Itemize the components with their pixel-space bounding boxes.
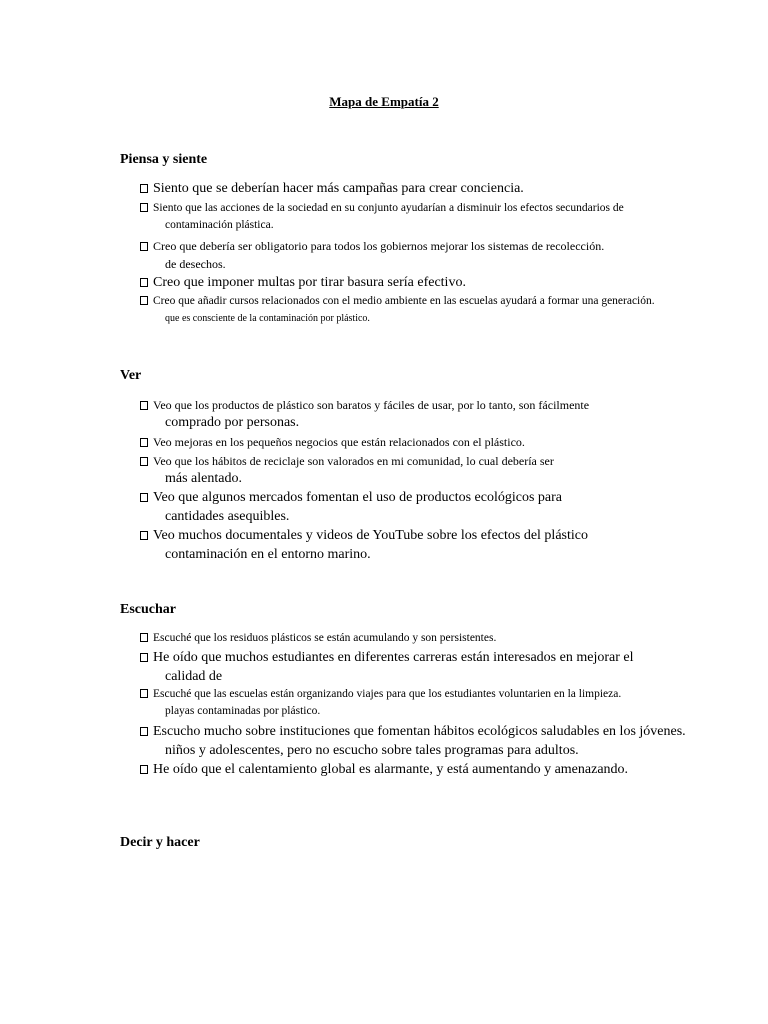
item-text-continued: de desechos.	[165, 257, 226, 271]
checkbox-icon	[140, 633, 148, 642]
list-item	[140, 396, 700, 432]
checkbox-icon	[140, 531, 148, 540]
item-text: Veo que los hábitos de reciclaje son valorados en mi comunidad, lo cual debería ser	[153, 454, 554, 468]
item-text: Veo muchos documentales y videos de YouTube sobre los efectos del plástico	[153, 528, 588, 543]
checkbox-icon	[140, 765, 148, 774]
item-text-continued: niños y adolescentes, pero no escucho sobre tales programas para adultos.	[165, 743, 579, 758]
item-text: Siento que se deberían hacer más campañas para crear conciencia.	[153, 181, 524, 196]
item-text: Veo que los productos de plástico son baratos y fáciles de usar, por lo tanto, son fácilmente	[153, 398, 590, 412]
item-text: He oído que muchos estudiantes en diferentes carreras están interesados en mejorar el	[153, 650, 634, 665]
item-text: Creo que añadir cursos relacionados con el medio ambiente en las escuelas ayudará a formar una generación.	[153, 295, 655, 307]
section-heading-piensa-y-siente: Piensa y siente	[120, 152, 208, 167]
list-item	[140, 760, 700, 779]
item-text: Escucho mucho sobre instituciones que fomentan hábitos ecológicos saludables en los jóvenes.	[153, 724, 686, 739]
checkbox-icon	[140, 727, 148, 736]
list-item	[140, 526, 700, 564]
list-item	[140, 648, 700, 686]
item-text: Siento que las acciones de la sociedad en su conjunto ayudarían a disminuir los efectos secundarios de	[153, 202, 624, 214]
list-item	[140, 200, 700, 234]
item-text: Creo que imponer multas por tirar basura sería efectivo.	[153, 275, 466, 290]
item-text: Veo que algunos mercados fomentan el uso de productos ecológicos para	[153, 490, 562, 505]
checkbox-icon	[140, 278, 148, 287]
list-item	[140, 433, 700, 451]
item-text-continued: que es consciente de la contaminación por plástico.	[165, 313, 370, 324]
item-text-continued: calidad de	[165, 669, 223, 684]
document-title: Mapa de Empatía 2	[329, 94, 439, 109]
item-text-continued: cantidades asequibles.	[165, 509, 290, 524]
item-text: Creo que debería ser obligatorio para todos los gobiernos mejorar los sistemas de recolección.	[153, 239, 605, 253]
list-item	[140, 452, 700, 488]
item-text-continued: playas contaminadas por plástico.	[165, 705, 321, 717]
checkbox-icon	[140, 457, 148, 466]
list-item	[140, 293, 700, 327]
list-item	[140, 273, 700, 292]
list-item	[140, 179, 700, 198]
checkbox-icon	[140, 401, 148, 410]
checkbox-icon	[140, 689, 148, 698]
item-text: Escuché que las escuelas están organizando viajes para que los estudiantes voluntarien en la limpieza.	[153, 688, 622, 700]
checkbox-icon	[140, 296, 148, 305]
list-item	[140, 722, 700, 760]
checkbox-icon	[140, 184, 148, 193]
section-heading-ver: Ver	[120, 368, 142, 383]
item-text: He oído que el calentamiento global es alarmante, y está aumentando y amenazando.	[153, 762, 629, 777]
item-text: Escuché que los residuos plásticos se están acumulando y son persistentes.	[153, 632, 497, 644]
checkbox-icon	[140, 438, 148, 447]
checkbox-icon	[140, 203, 148, 212]
item-text-continued: contaminación en el entorno marino.	[165, 547, 371, 562]
section-heading-decir-y-hacer: Decir y hacer	[120, 835, 200, 850]
list-item	[140, 686, 700, 720]
list-item	[140, 237, 700, 273]
list-item	[140, 630, 700, 647]
item-text-continued: más alentado.	[165, 471, 242, 486]
item-text: Veo mejoras en los pequeños negocios que están relacionados con el plástico.	[153, 435, 525, 449]
section-heading-escuchar: Escuchar	[120, 602, 176, 617]
item-text-continued: contaminación plástica.	[165, 219, 274, 231]
checkbox-icon	[140, 242, 148, 251]
item-text-continued: comprado por personas.	[165, 415, 300, 430]
checkbox-icon	[140, 653, 148, 662]
checkbox-icon	[140, 493, 148, 502]
list-item	[140, 488, 700, 526]
